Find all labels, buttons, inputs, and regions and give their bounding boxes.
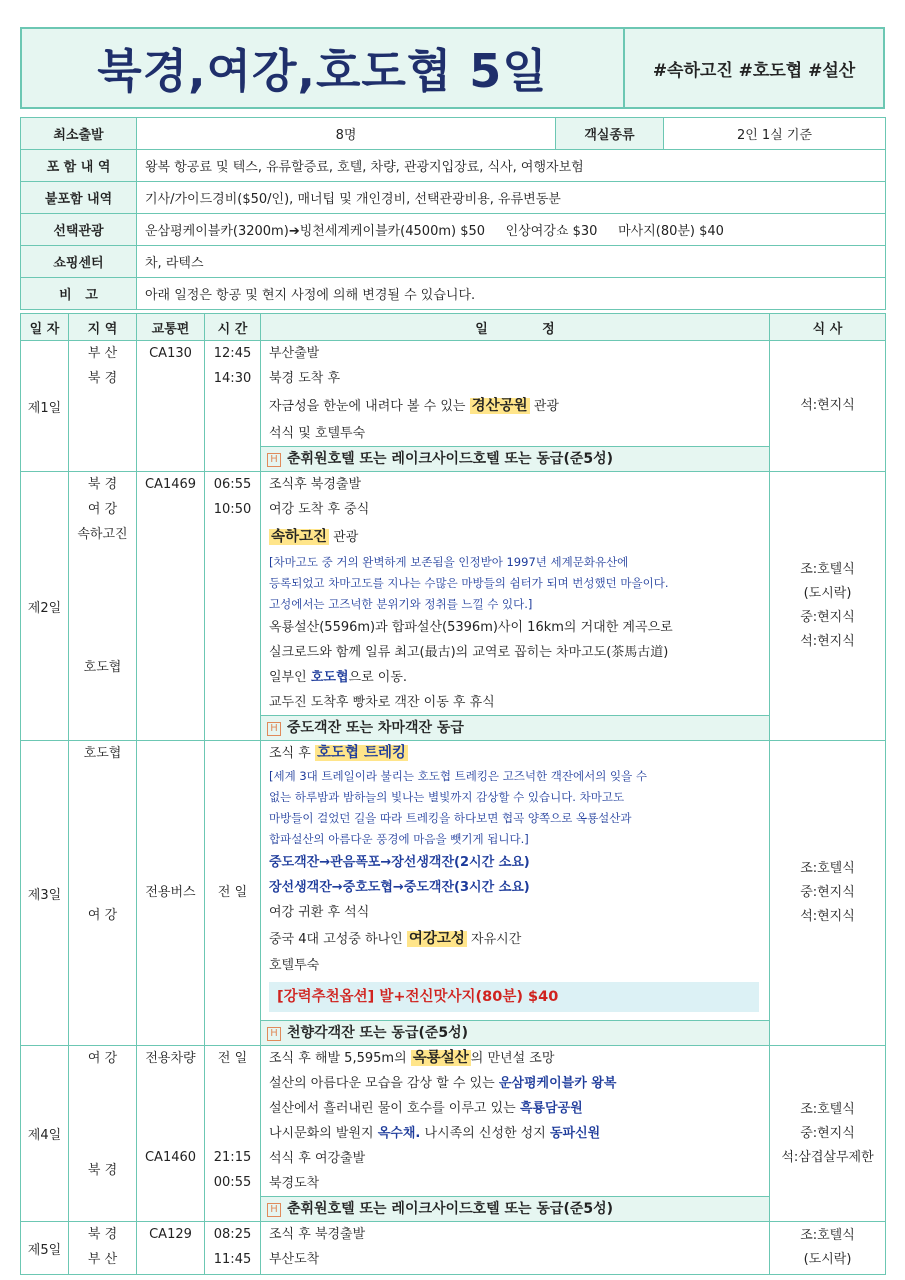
itinerary-note: 고성에서는 고즈넉한 분위기와 정취를 느낄 수 있다.] (269, 597, 533, 611)
info-table (20, 117, 886, 310)
info-row-shopping (21, 246, 886, 278)
itinerary-line: 북경 도착 후 (269, 371, 341, 386)
meal-value: 석:현지식 (800, 909, 855, 924)
itinerary-text: 으로 이동. (348, 670, 408, 685)
itinerary-text: 일부인 (269, 670, 307, 685)
region-name: 호도협 (83, 746, 122, 761)
hotel-name: 춘휘원호텔 또는 레이크사이드호텔 또는 동급(준5성) (287, 451, 614, 467)
time-cell (205, 1222, 261, 1275)
itinerary-line: 부산도착 (269, 1252, 320, 1267)
right-arrow-icon: ➔ (288, 224, 300, 239)
itinerary-text: 조식 후 (269, 746, 311, 761)
excluded-value: 기사/가이드경비($50/인), 매너팁 및 개인경비, 선택관광비용, 유류변동분 (137, 182, 886, 214)
time-cell (205, 341, 261, 472)
day-label: 제4일 (21, 1046, 69, 1222)
meal-value: 중:현지식 (800, 610, 855, 625)
header-time: 시 간 (205, 314, 261, 341)
included-value: 왕복 항공료 및 텍스, 유류할증료, 호텔, 차량, 관광지입장료, 식사, 여행자보험 (137, 150, 886, 182)
highlight-place: 호도협 트레킹 (316, 745, 407, 761)
itinerary-note: 없는 하루밤과 밤하늘의 빛나는 별빛까지 감상할 수 있습니다. 차마고도 (269, 790, 625, 804)
highlight-place: 여강고성 (408, 931, 465, 947)
header-transport: 교통편 (137, 314, 205, 341)
region-cell (69, 1046, 137, 1222)
itinerary-line: 실크로드와 함께 일류 최고(最古)의 교역로 꼽히는 차마고도(茶馬古道) (269, 645, 669, 660)
region-name: 여 강 (87, 1051, 118, 1066)
time-cell (205, 472, 261, 741)
included-label: 포 함 내 역 (21, 150, 137, 182)
itinerary-line (269, 1121, 761, 1146)
meal-value: 석:삼겹살무제한 (781, 1149, 874, 1165)
meal-value: 중:현지식 (800, 885, 855, 900)
time-cell (205, 741, 261, 1046)
flight-number: CA1469 (144, 477, 197, 492)
meal-cell (770, 472, 886, 741)
itinerary-note: 합파설산의 아름다운 풍경에 마음을 뺏기게 됩니다.] (269, 832, 529, 846)
region-cell (69, 1222, 137, 1275)
time-value: 전 일 (217, 884, 248, 900)
itinerary-line: 석식 및 호텔투숙 (269, 426, 366, 441)
day-row-4 (21, 1046, 886, 1222)
itinerary-text: 나시문화의 발원지 (269, 1126, 374, 1141)
day-row-5 (21, 1222, 886, 1275)
highlight-place: 동파신원 (549, 1126, 601, 1141)
transport-cell (137, 472, 205, 741)
time-value: 11:45 (213, 1252, 252, 1267)
itinerary-text: 중국 4대 고성중 하나인 (269, 932, 403, 947)
flight-number: CA130 (149, 346, 192, 361)
trek-route: 중도객잔→관음폭포→장선생객잔(2시간 소요) (269, 855, 530, 870)
itinerary-cell (261, 341, 770, 472)
itinerary-text: 관광 (533, 399, 559, 414)
day-label: 제5일 (21, 1222, 69, 1275)
highlight-place: 옥룡설산 (412, 1050, 469, 1066)
hotel-h-icon: H (267, 1203, 281, 1217)
region-name: 북 경 (87, 477, 118, 492)
hotel-row (261, 1196, 769, 1221)
info-row-departure (21, 118, 886, 150)
meal-cell (770, 341, 886, 472)
itinerary-line: 옥룡설산(5596m)과 합파설산(5396m)사이 16km의 거대한 계곡으로 (269, 620, 673, 635)
itinerary-cell (261, 741, 770, 1046)
day-row-3 (21, 741, 886, 1046)
vehicle-type: 전용버스 (145, 884, 196, 900)
itinerary-line (269, 522, 761, 552)
hotel-name: 중도객잔 또는 차마객잔 동급 (287, 720, 464, 736)
itinerary-line: 석식 후 여강출발 (269, 1151, 366, 1166)
itinerary-line: 부산출발 (269, 346, 320, 361)
itinerary-text: 자유시간 (471, 932, 522, 947)
region-name: 여 강 (87, 502, 118, 517)
time-cell (205, 1046, 261, 1222)
time-value: 00:55 (213, 1175, 252, 1190)
highlight-place: 속하고진 (271, 529, 328, 545)
meal-value: 석:현지식 (800, 398, 855, 413)
day-label: 제2일 (21, 472, 69, 741)
itinerary-text: 나시족의 신성한 성지 (424, 1126, 546, 1141)
remarks-label: 비 고 (21, 278, 137, 310)
itinerary-text: 설산의 아름다운 모습을 감상 할 수 있는 (269, 1076, 495, 1091)
time-value: 06:55 (213, 477, 252, 492)
meal-value: (도시락) (803, 1252, 852, 1267)
itinerary-text: 자금성을 한눈에 내려다 볼 수 있는 (269, 399, 466, 414)
hotel-name: 천향각객잔 또는 동급(준5성) (287, 1025, 469, 1041)
meal-value: 조:호텔식 (800, 562, 855, 577)
tour-tags: #속하고진 #호도협 #설산 (623, 29, 883, 107)
time-value: 14:30 (213, 371, 252, 386)
region-name: 여 강 (87, 908, 118, 923)
optional-tour-label: 선택관광 (21, 214, 137, 246)
itinerary-cell (261, 472, 770, 741)
hotel-row (261, 446, 769, 471)
day-label: 제1일 (21, 341, 69, 472)
itinerary-text: 조식 후 해발 5,595m의 (269, 1051, 407, 1066)
highlight-place: 경산공원 (471, 398, 528, 414)
recommended-option-banner: [강력추천옵션] 발+전신맛사지(80분) $40 (269, 982, 759, 1012)
itinerary-cell (261, 1222, 770, 1275)
schedule-table (20, 313, 886, 1275)
highlight-place: 운삼평케이블카 왕복 (498, 1076, 617, 1091)
schedule-header-row (21, 314, 886, 341)
transport-cell (137, 741, 205, 1046)
itinerary-cell (261, 1046, 770, 1222)
hotel-row (261, 715, 769, 740)
transport-cell (137, 1046, 205, 1222)
optional-tour-a: 운삼평케이블카(3200m) (145, 224, 289, 239)
meal-cell (770, 1222, 886, 1275)
itinerary-line (269, 741, 761, 766)
itinerary-line: 북경도착 (269, 1176, 320, 1191)
header-itinerary: 일 정 (261, 314, 770, 341)
itinerary-line: 여강 도착 후 중식 (269, 502, 370, 517)
page-title: 북경,여강,호도협 5일 (97, 44, 548, 98)
optional-tour-value (137, 214, 886, 246)
transport-cell (137, 1222, 205, 1275)
itinerary-line: 호텔투숙 (269, 958, 320, 973)
meal-cell (770, 1046, 886, 1222)
itinerary-line (269, 665, 761, 690)
region-name: 북 경 (87, 371, 118, 386)
room-type-value: 2인 1실 기준 (664, 118, 886, 150)
hotel-row (261, 1020, 769, 1045)
itinerary-note: [차마고도 중 거의 완벽하게 보존됨을 인정받아 1997년 세계문화유산에 (269, 555, 629, 569)
min-departure-label: 최소출발 (21, 118, 137, 150)
time-value: 10:50 (213, 502, 252, 517)
info-row-optional (21, 214, 886, 246)
time-value: 12:45 (213, 346, 252, 361)
meal-value: 조:호텔식 (800, 861, 855, 876)
info-row-included (21, 150, 886, 182)
day-label: 제3일 (21, 741, 69, 1046)
region-cell (69, 341, 137, 472)
hotel-h-icon: H (267, 1027, 281, 1041)
title-banner (20, 27, 885, 109)
region-name: 속하고진 (77, 527, 128, 542)
highlight-place: 흑룡담공원 (519, 1101, 583, 1116)
region-name: 호도협 (83, 660, 122, 675)
header-region: 지 역 (69, 314, 137, 341)
region-name: 북 경 (87, 1227, 118, 1242)
itinerary-line (269, 925, 761, 953)
meal-value: (도시락) (803, 586, 852, 601)
region-cell (69, 741, 137, 1046)
itinerary-line: 교두진 도착후 빵차로 객잔 이동 후 휴식 (269, 695, 495, 710)
highlight-place: 옥수채. (377, 1126, 421, 1141)
time-value: 전 일 (217, 1051, 248, 1066)
header-day: 일 자 (21, 314, 69, 341)
itinerary-note: 등록되었고 차마고도를 지나는 수많은 마방들의 쉼터가 되며 번성했던 마을이다. (269, 576, 669, 590)
trek-route: 장선생객잔→중호도협→중도객잔(3시간 소요) (269, 880, 530, 895)
room-type-label: 객실종류 (556, 118, 664, 150)
optional-tour-b: 빙천세계케이블카(4500m) $50 인상여강쇼 $30 마사지(80분) $40 (299, 224, 724, 239)
itinerary-note: 마방들이 걸었던 길을 따라 트레킹을 하다보면 협곡 양쪽으로 옥룡설산과 (269, 811, 632, 825)
meal-cell (770, 741, 886, 1046)
region-name: 북 경 (87, 1163, 118, 1178)
remarks-value: 아래 일정은 항공 및 현지 사정에 의해 변경될 수 있습니다. (137, 278, 886, 310)
itinerary-line: 여강 귀환 후 석식 (269, 905, 370, 920)
hotel-h-icon: H (267, 453, 281, 467)
itinerary-text: 의 만년설 조망 (470, 1051, 555, 1066)
region-name: 부 산 (87, 1252, 118, 1267)
itinerary-note: [세계 3대 트레일이라 불리는 호도협 트레킹은 고즈넉한 객잔에서의 잊을 수 (269, 769, 647, 783)
header-meals: 식 사 (770, 314, 886, 341)
day-row-2 (21, 472, 886, 741)
info-row-excluded (21, 182, 886, 214)
flight-number: CA1460 (144, 1150, 197, 1165)
highlight-place: 호도협 (310, 670, 349, 685)
itinerary-line (269, 1071, 761, 1096)
region-name: 부 산 (87, 346, 118, 361)
time-value: 08:25 (213, 1227, 252, 1242)
itinerary-line (269, 391, 761, 421)
vehicle-type: 전용차량 (145, 1051, 196, 1066)
itinerary-line: 조식후 북경출발 (269, 477, 362, 492)
flight-number: CA129 (149, 1227, 192, 1242)
hotel-name: 춘휘원호텔 또는 레이크사이드호텔 또는 동급(준5성) (287, 1201, 614, 1217)
shopping-label: 쇼핑센터 (21, 246, 137, 278)
transport-cell (137, 341, 205, 472)
hotel-h-icon: H (267, 722, 281, 736)
meal-value: 중:현지식 (800, 1125, 855, 1141)
info-row-remarks (21, 278, 886, 310)
meal-value: 조:호텔식 (800, 1101, 855, 1117)
shopping-value: 차, 라텍스 (137, 246, 886, 278)
region-cell (69, 472, 137, 741)
meal-value: 석:현지식 (800, 634, 855, 649)
min-departure-value: 8명 (137, 118, 556, 150)
itinerary-text: 관광 (333, 530, 359, 545)
excluded-label: 불포함 내역 (21, 182, 137, 214)
time-value: 21:15 (213, 1150, 252, 1165)
itinerary-text: 설산에서 흘러내린 물이 호수를 이루고 있는 (269, 1101, 516, 1116)
itinerary-line (269, 1046, 761, 1071)
meal-value: 조:호텔식 (800, 1228, 855, 1243)
itinerary-line: 조식 후 북경출발 (269, 1227, 366, 1242)
itinerary-line (269, 1096, 761, 1121)
day-row-1 (21, 341, 886, 472)
